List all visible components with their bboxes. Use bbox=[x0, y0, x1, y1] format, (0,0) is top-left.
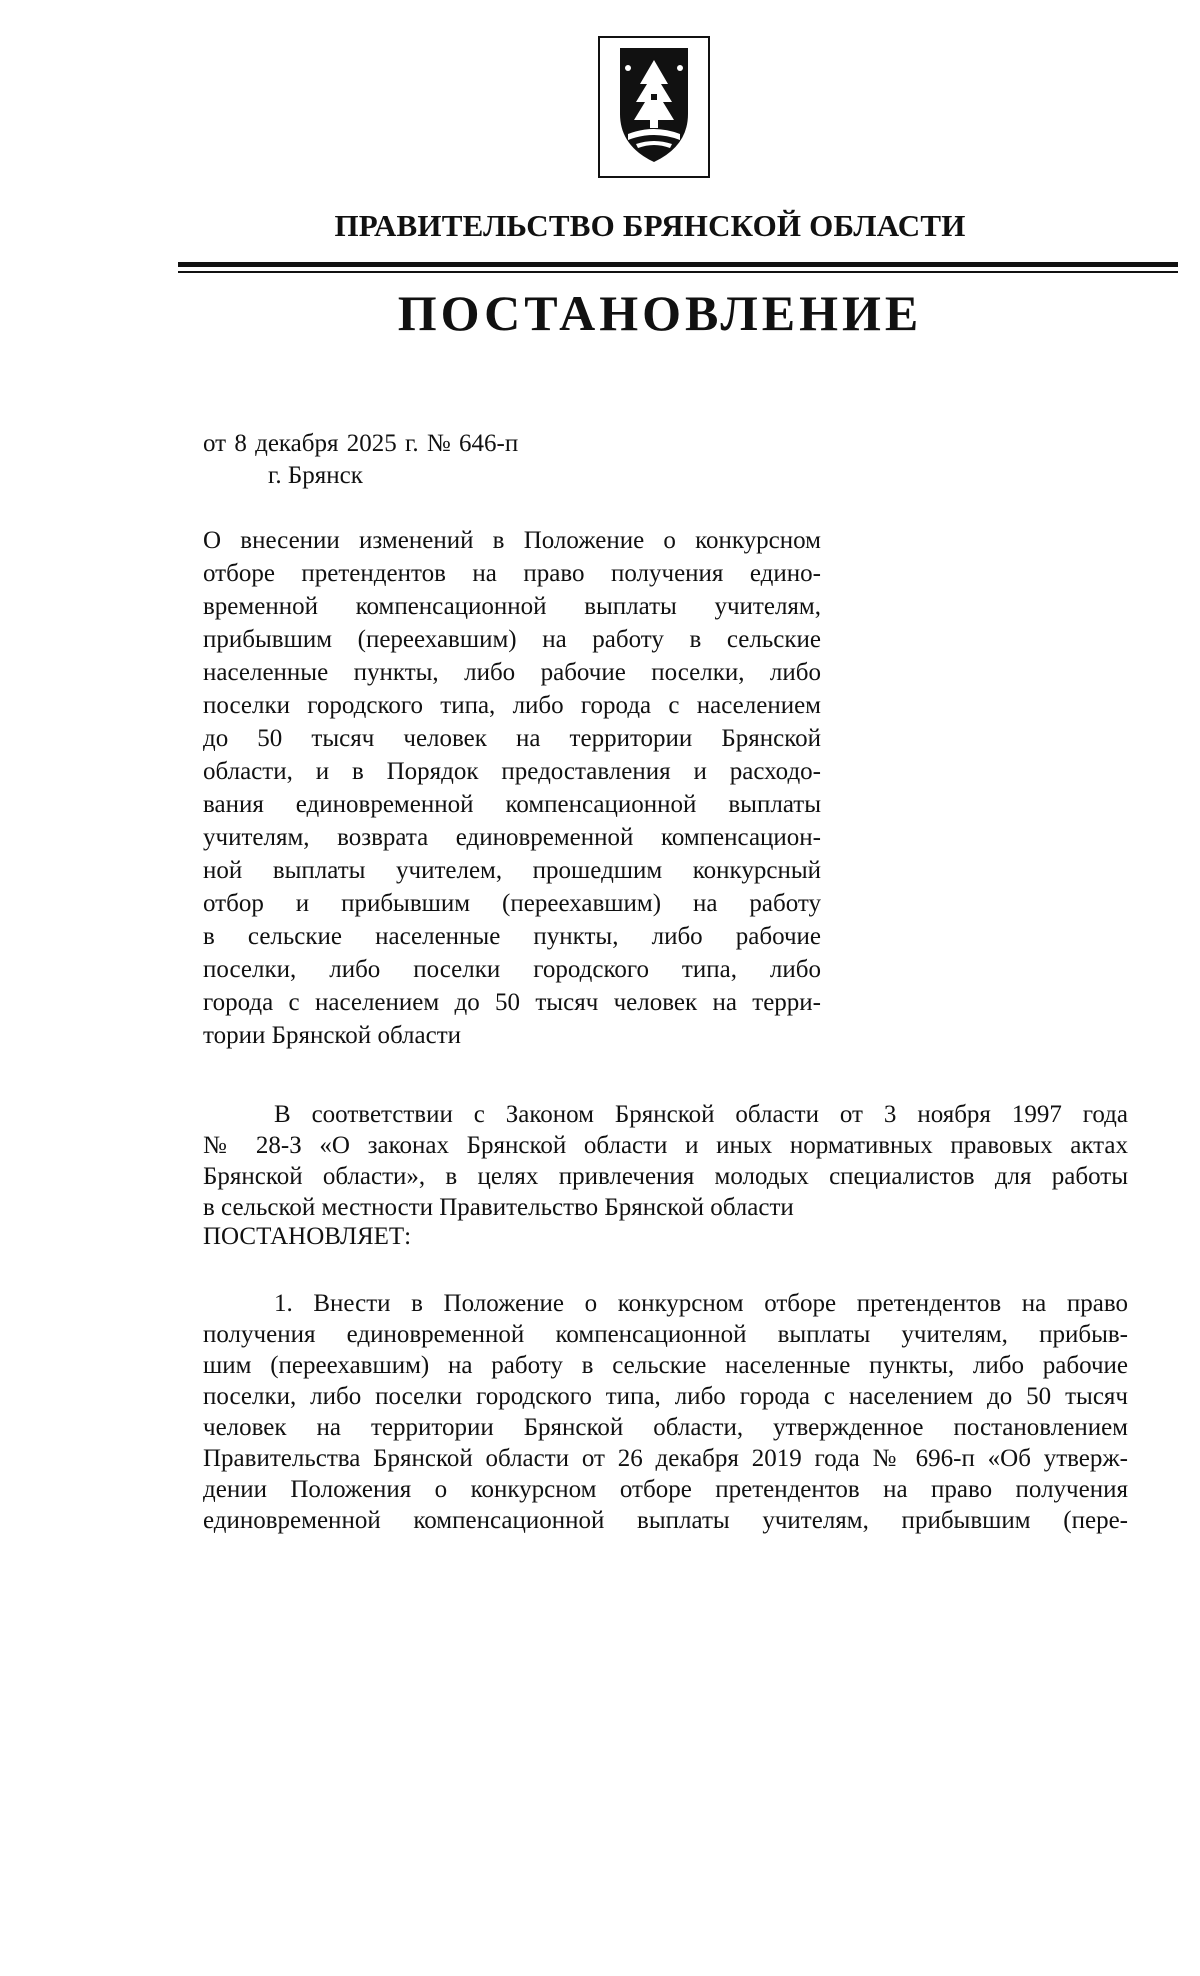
preamble-line: в сельской местности Правительство Брянской области bbox=[203, 1194, 794, 1221]
header-rule-thick bbox=[178, 262, 1178, 267]
item-1-line: получения единовременной компенсационной выплаты учителям, прибыв- bbox=[203, 1321, 1128, 1348]
title-line: отборе претендентов на право получения едино- bbox=[203, 560, 821, 587]
item-1-line: Правительства Брянской области от 26 декабря 2019 года № 696-п «Об утверж- bbox=[203, 1445, 1128, 1472]
title-line: О внесении изменений в Положение о конкурсном bbox=[203, 527, 821, 554]
title-line: поселки городского типа, либо города с населением bbox=[203, 692, 821, 719]
title-line: отбор и прибывшим (переехавшим) на работу bbox=[203, 890, 821, 917]
title-line: вания единовременной компенсационной выплаты bbox=[203, 791, 821, 818]
title-line: до 50 тысяч человек на территории Брянской bbox=[203, 725, 821, 752]
item-1-line: человек на территории Брянской области, утвержденное постановлением bbox=[203, 1414, 1128, 1441]
title-line: города с населением до 50 тысяч человек на терри- bbox=[203, 989, 821, 1016]
preamble-line: № 28-З «О законах Брянской области и иных нормативных правовых актах bbox=[203, 1132, 1128, 1159]
title-line: области, и в Порядок предоставления и расходо- bbox=[203, 758, 821, 785]
document-city: г. Брянск bbox=[268, 462, 363, 489]
title-line: тории Брянской области bbox=[203, 1022, 462, 1049]
title-line: прибывшим (переехавшим) на работу в сельские bbox=[203, 626, 821, 653]
item-1-line: единовременной компенсационной выплаты учителям, прибывшим (пере- bbox=[203, 1507, 1128, 1534]
preamble-line: В соответствии с Законом Брянской области от 3 ноября 1997 года bbox=[274, 1101, 1128, 1128]
decree-word: ПОСТАНОВЛЯЕТ: bbox=[203, 1223, 412, 1250]
item-1-paragraph bbox=[203, 1288, 1128, 1536]
header-rule-thin bbox=[178, 271, 1178, 273]
title-line: временной компенсационной выплаты учителям, bbox=[203, 593, 821, 620]
preamble-paragraph bbox=[203, 1099, 1128, 1223]
title-line: поселки, либо поселки городского типа, либо bbox=[203, 956, 821, 983]
document-title bbox=[203, 524, 821, 1052]
organization-name: ПРАВИТЕЛЬСТВО БРЯНСКОЙ ОБЛАСТИ bbox=[334, 208, 966, 243]
title-line: в сельские населенные пункты, либо рабочие bbox=[203, 923, 821, 950]
title-line: населенные пункты, либо рабочие поселки, либо bbox=[203, 659, 821, 686]
preamble-line: Брянской области», в целях привлечения молодых специалистов для работы bbox=[203, 1163, 1128, 1190]
document-type-heading: ПОСТАНОВЛЕНИЕ bbox=[397, 285, 923, 341]
coat-of-arms-emblem bbox=[598, 36, 710, 178]
item-1-line: шим (переехавшим) на работу в сельские населенные пункты, либо рабочие bbox=[203, 1352, 1128, 1379]
document-date-number: от 8 декабря 2025 г. № 646-п bbox=[203, 430, 519, 457]
item-1-line: поселки, либо поселки городского типа, либо города с населением до 50 тысяч bbox=[203, 1383, 1128, 1410]
item-1-line: дении Положения о конкурсном отборе претендентов на право получения bbox=[203, 1476, 1128, 1503]
title-line: учителям, возврата единовременной компенсацион- bbox=[203, 824, 821, 851]
title-line: ной выплаты учителем, прошедшим конкурсный bbox=[203, 857, 821, 884]
item-1-line: 1. Внести в Положение о конкурсном отборе претендентов на право bbox=[274, 1290, 1128, 1317]
bryansk-oblast-coat-of-arms-icon bbox=[598, 36, 710, 178]
